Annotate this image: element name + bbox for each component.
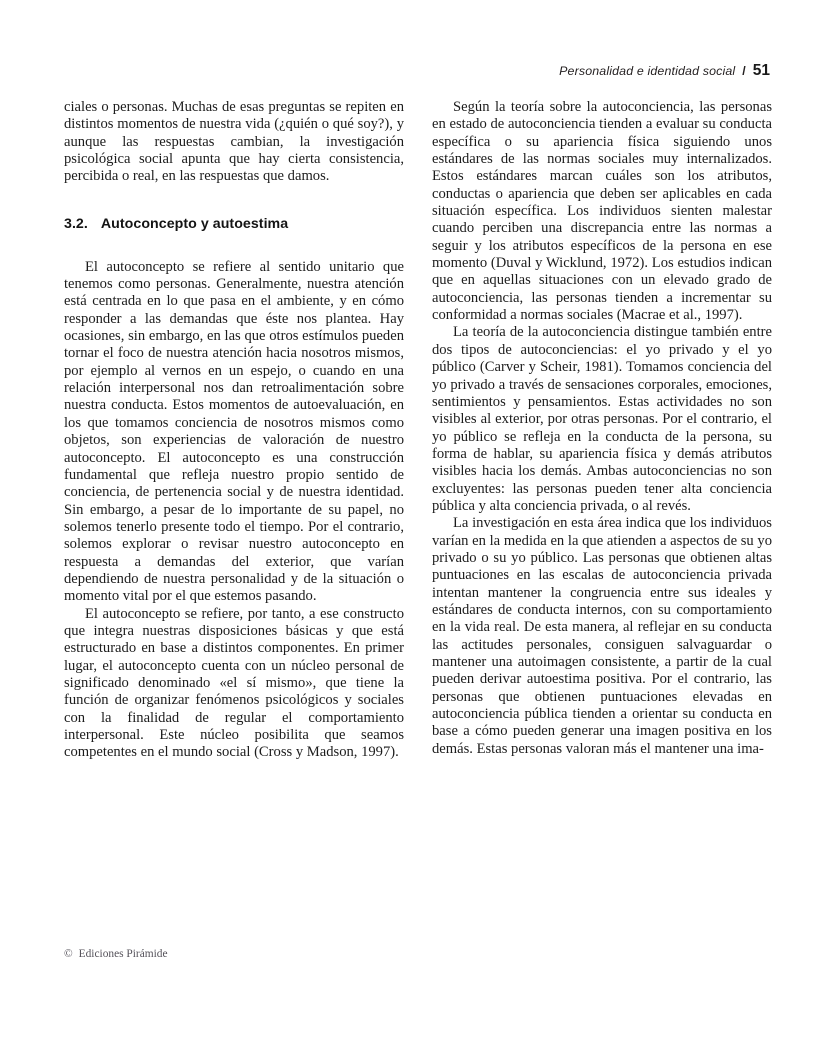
- publisher-name: Ediciones Pirámide: [78, 948, 168, 960]
- running-head-separator: /: [742, 64, 746, 78]
- running-head-title: Personalidad e identidad social: [559, 64, 736, 78]
- section-title: Autoconcepto y autoestima: [100, 215, 289, 232]
- paragraph: La teoría de la autoconciencia distingue también entre dos tipos de autoconciencias: el yo privado y el yo público (Carver y Scheir, 1981). Tomamos conciencia del yo privado a través de sensaciones corporales, emociones, sentimientos y pensamientos. Estas actividades no son visibles al exterior, por otras personas. Por el contrario, el yo público se refleja en la conducta de la persona, su forma de hablar, su apariencia física y demás atributos visibles hacia los demás. Ambas autoconciencias no son excluyentes: las personas pueden tener alta conciencia pública y alta conciencia privada, o al revés.: [432, 324, 772, 514]
- section-heading-block: [64, 216, 404, 232]
- page-footer: [64, 948, 168, 960]
- section-heading: [64, 216, 404, 232]
- paragraph: Según la teoría sobre la autoconciencia, las personas en estado de autoconciencia tienden a evaluar su conducta específica o su apariencia física siguiendo unos estándares de las normas sociales muy internalizados. Estos estándares marcan cuáles son los atributos, conductas o apariencia que deben ser aplicables en cada situación específica. Los individuos sienten malestar cuando perciben una discrepancia entre las normas a seguir y los atributos específicos de la persona en ese momento (Duval y Wicklund, 1972). Los estudios indican que en aquellas situaciones con un elevado grado de autoconciencia, las personas tienden a incrementar su conformidad a normas sociales (Macrae et al., 1997).: [432, 99, 772, 324]
- paragraph: La investigación en esta área indica que los individuos varían en la medida en la que atienden a aspectos de su yo privado o su yo público. Las personas que obtienen altas puntuaciones en las escalas de autoconciencia privada intentan mantener la congruencia entre sus ideales y estándares de conducta internos, con su comportamiento en la vida real. De esta manera, al reflejar en su conducta las actitudes personales, consiguen salvaguardar o mantener una autoimagen consistente, a partir de la cual pueden derivar autoestima positiva. Por el contrario, las personas que obtienen puntuaciones elevadas en autoconciencia pública tienden a orientar su conducta en base a cómo pueden generar una imagen positiva en los demás. Estas personas valoran más el mantener una ima-: [432, 515, 772, 757]
- paragraph: El autoconcepto se refiere, por tanto, a ese constructo que integra nuestras disposiciones básicas y que está estructurado en base a distintos componentes. En primer lugar, el autoconcepto cuenta con un núcleo personal de significado denominado «el sí mismo», que tiene la función de organizar fenómenos psicológicos y sociales con la finalidad de regular el comportamiento interpersonal. Este núcleo posibilita que seamos competentes en el mundo social (Cross y Madson, 1997).: [64, 605, 404, 761]
- page-number: 51: [752, 62, 770, 79]
- paragraph: El autoconcepto se refiere al sentido unitario que tenemos como personas. Generalmente, nuestra atención está centrada en lo que pasa en el ambiente, y en cómo responder a las demandas que éste nos plantea. Hay ocasiones, sin embargo, en las que otros estímulos pueden tornar el foco de nuestra atención hacia nosotros mismos, por ejemplo al vernos en un espejo, o cuando en una relación interpersonal nos dan retroalimentación sobre nuestra conducta. Estos momentos de autoevaluación, en los que tomamos conciencia de nosotros mismos como objetos, son experiencias de valoración de nuestro autoconcepto. El autoconcepto es una construcción fundamental que refleja nuestro propio sentido de conciencia, de pertenencia social y de nuestra identidad. Sin embargo, a pesar de lo importante de su papel, no solemos tenerlo presente todo el tiempo. Por el contrario, solemos explorar o revisar nuestro autoconcepto en respuesta a demandas del exterior, que varían dependiendo de nuestra personalidad y de la situación o momento vital por el que estemos pasando.: [64, 258, 404, 605]
- section-number: 3.2.: [64, 215, 88, 232]
- copyright-icon: ©: [64, 948, 73, 960]
- right-column: [432, 99, 772, 762]
- running-head: [559, 62, 770, 80]
- body-columns: [64, 99, 772, 762]
- paragraph: ciales o personas. Muchas de esas preguntas se repiten en distintos momentos de nuestra vida (¿quién o qué soy?), y aunque las respuestas cambian, la investigación psicológica social apunta que hay cierta consistencia, percibida o real, en las respuestas que damos.: [64, 99, 404, 185]
- left-column: [64, 99, 404, 762]
